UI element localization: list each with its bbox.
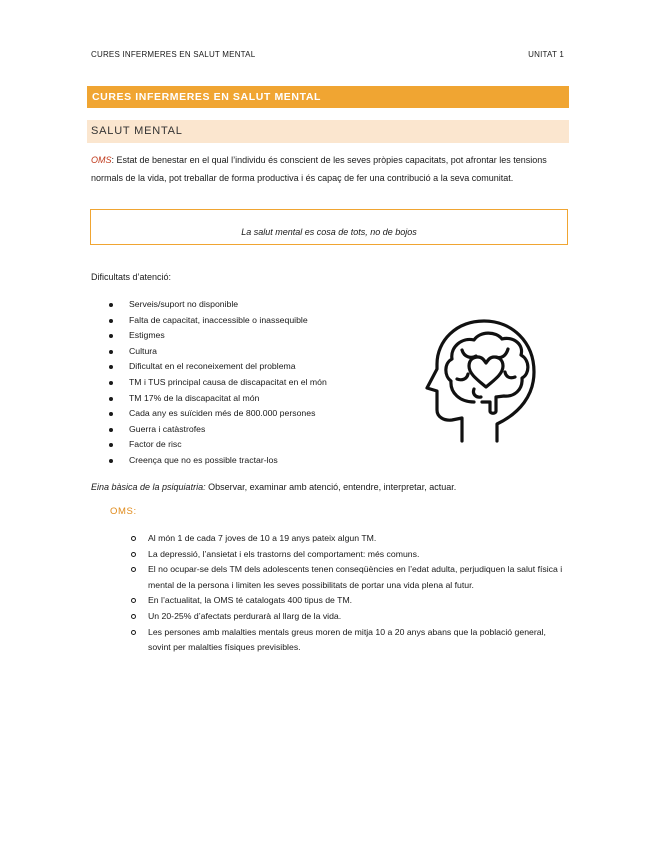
definition-text: : Estat de benestar en el qual l’individu és conscient de les seves pròpies capacitats, pot afrontar les tensions normals de la vida, pot treballar de forma productiva i és capaç de fer una contribució a la seva comunitat. [91,155,547,183]
oms-subheading: OMS: [110,506,137,517]
list-item: Serveis/suport no disponible [109,297,327,313]
definition-paragraph [91,152,561,187]
difficulties-list [109,297,327,469]
list-item: TM i TUS principal causa de discapacitat en el món [109,375,327,391]
head-brain-heart-icon [424,317,549,444]
brain-outline [446,333,528,413]
list-item: Un 20-25% d’afectats perdurarà al llarg de la vida. [131,609,563,625]
list-item: Creença que no es possible tractar-los [109,453,327,469]
list-item: El no ocupar-se dels TM dels adolescents tenen conseqüències en l’edat adulta, perjudiquen la salut física i mental de la persona i limiten les seves possibilitats de portar una vida plena al futur. [131,562,563,593]
list-item: En l’actualitat, la OMS té catalogats 400 tipus de TM. [131,593,563,609]
eina-text: Observar, examinar amb atenció, entendre, interpretar, actuar. [205,482,457,492]
list-item: La depressió, l’ansietat i els trastorns del comportament: més comuns. [131,547,563,563]
list-item: Al món 1 de cada 7 joves de 10 a 19 anys pateix algun TM. [131,531,563,547]
definition-key: OMS [91,155,112,165]
list-item: Estigmes [109,328,327,344]
list-item: Dificultat en el reconeixement del problema [109,359,327,375]
oms-list [131,531,563,656]
eina-paragraph [91,482,456,492]
list-item: Cultura [109,344,327,360]
list-item: Guerra i catàstrofes [109,422,327,438]
brain-folds [457,349,515,397]
section-title: SALUT MENTAL [87,120,569,143]
list-item: Factor de risc [109,437,327,453]
chapter-banner: CURES INFERMERES EN SALUT MENTAL [87,86,569,108]
quote-box: La salut mental es cosa de tots, no de bojos [90,209,568,245]
heart-shape [469,357,503,387]
difficulties-title: Dificultats d’atenció: [91,272,172,282]
list-item: TM 17% de la discapacitat al món [109,391,327,407]
list-item: Cada any es suïciden més de 800.000 persones [109,406,327,422]
list-item: Falta de capacitat, inaccessible o inassequible [109,313,327,329]
list-item: Les persones amb malalties mentals greus moren de mitja 10 a 20 anys abans que la població general, sovint per malalties físiques previsibles. [131,625,563,656]
header-right: UNITAT 1 [528,50,564,59]
header-left: CURES INFERMERES EN SALUT MENTAL [91,50,256,59]
eina-label: Eina bàsica de la psiquiatria: [91,482,206,492]
